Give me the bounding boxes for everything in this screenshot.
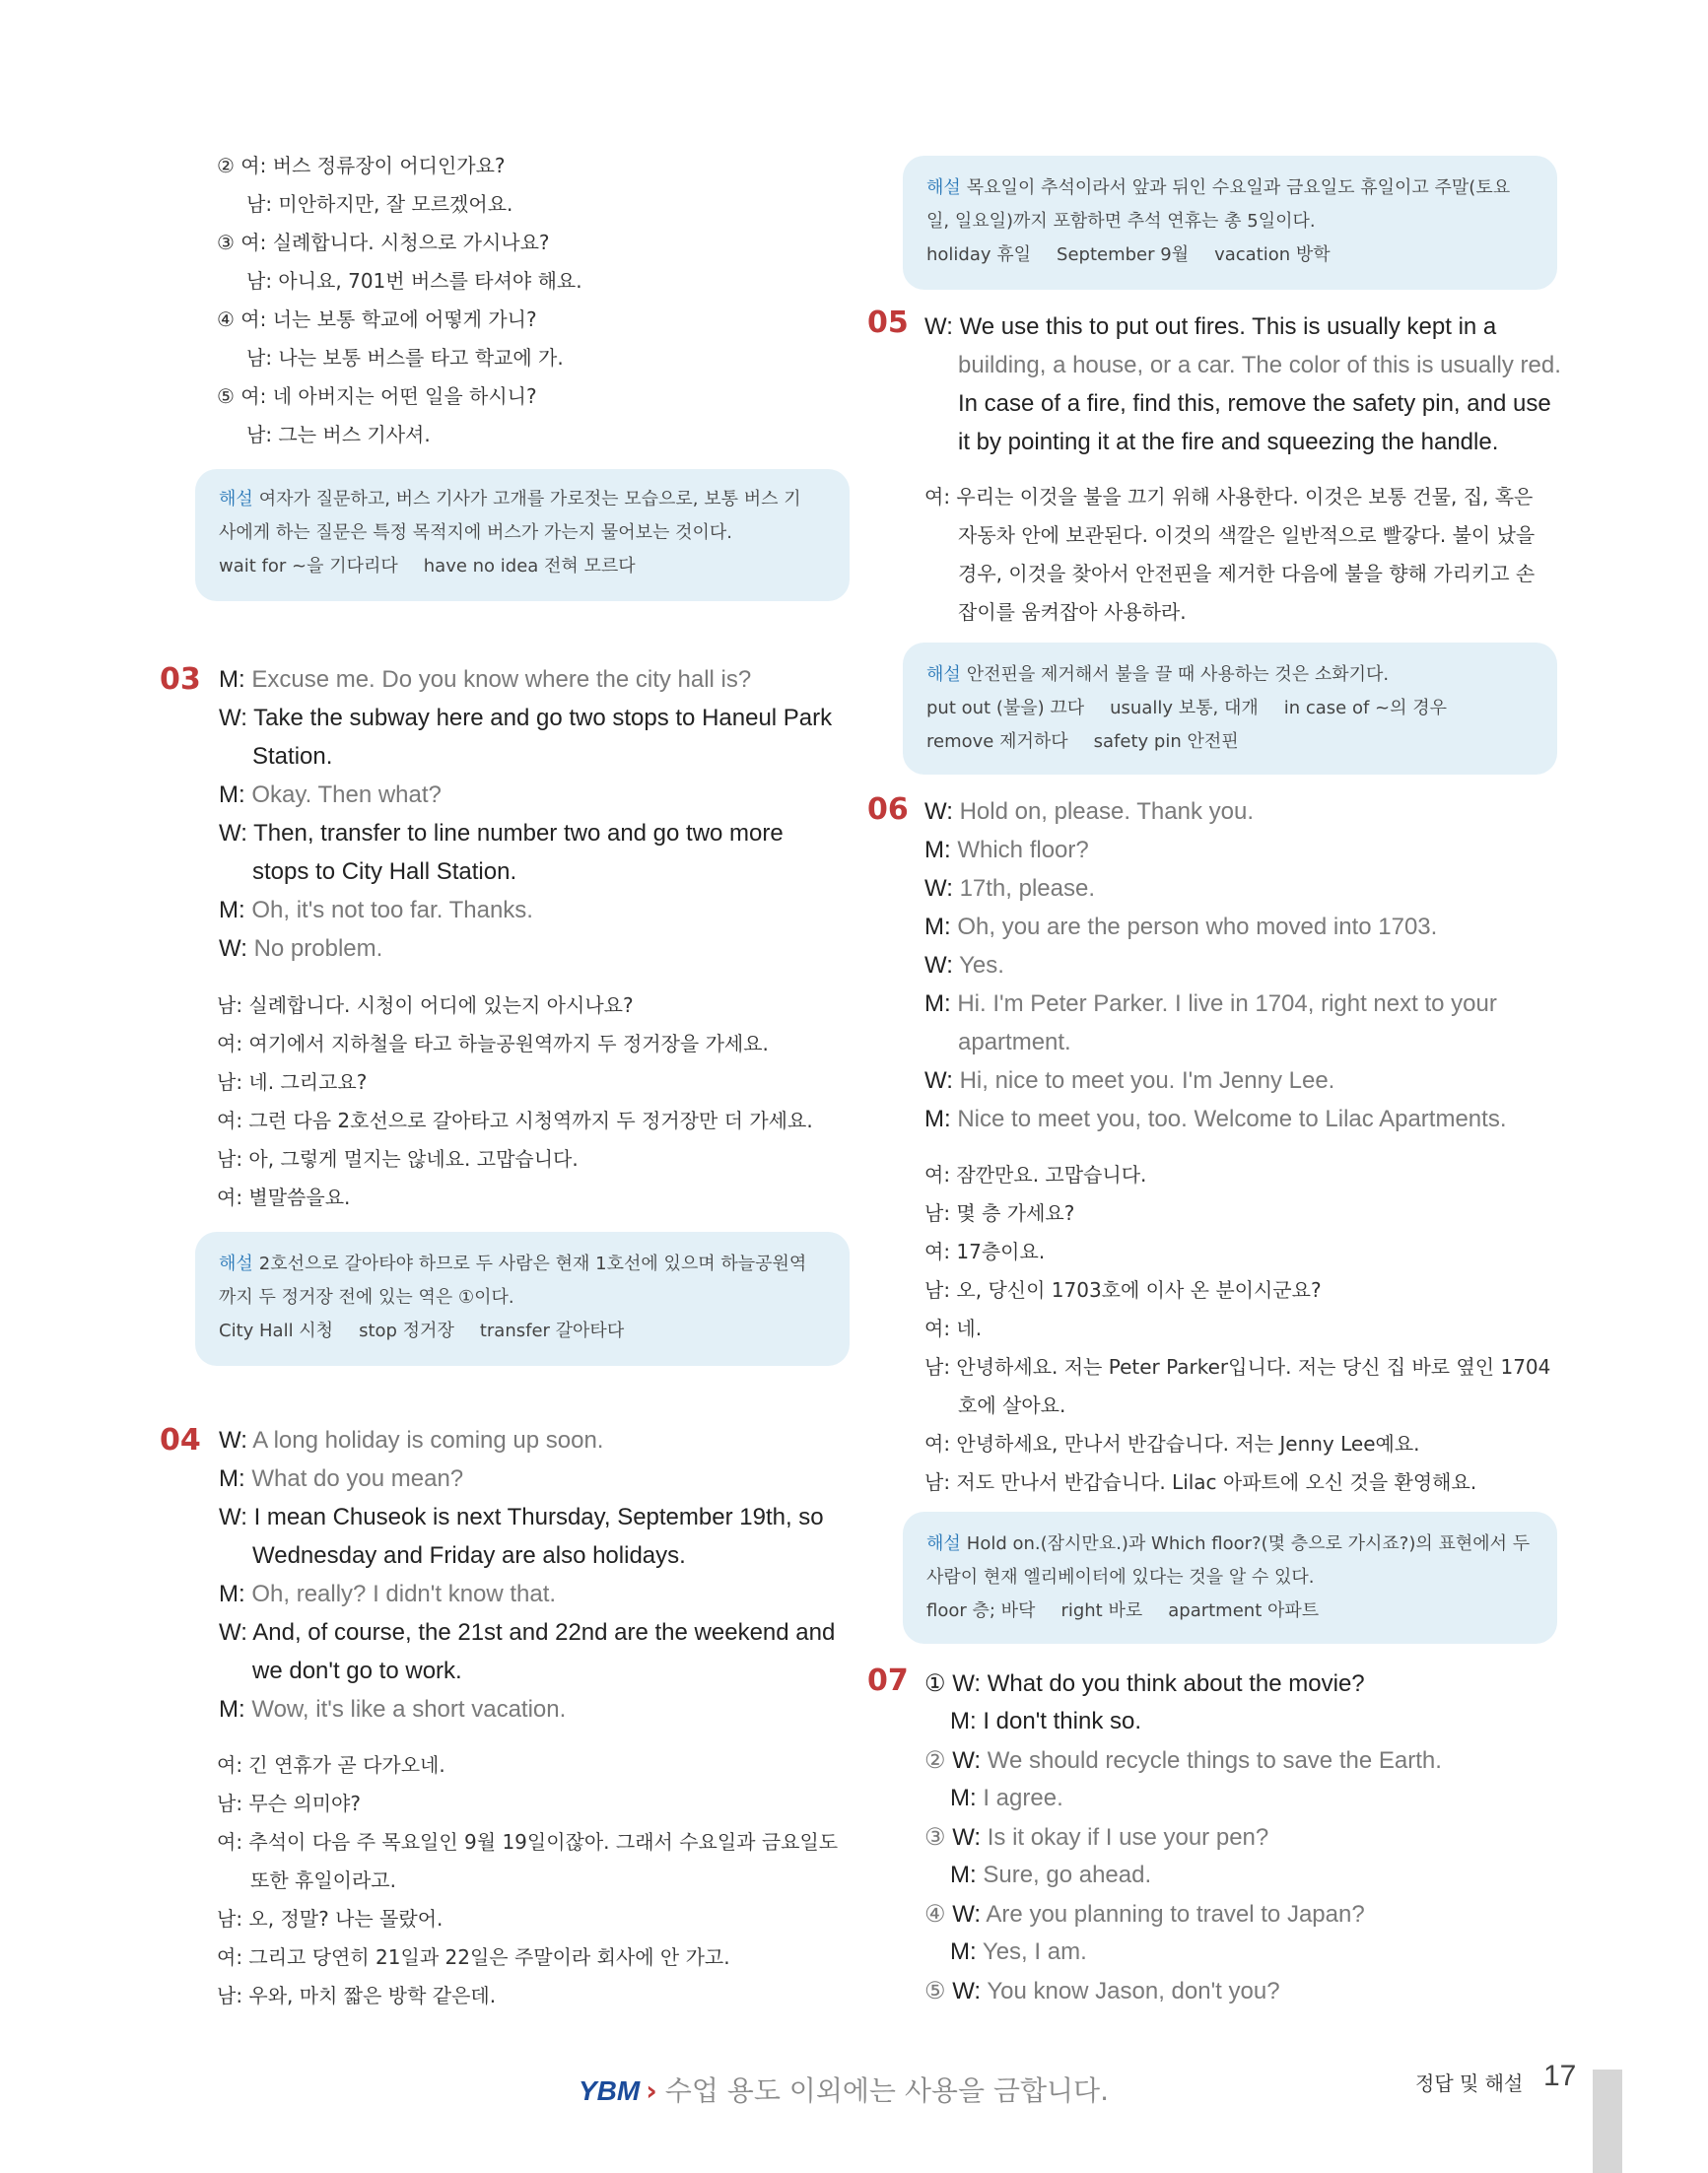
ko-line: ④ 여: 너는 보통 학교에 어떻게 가니? (217, 307, 537, 331)
ko-line: 남: 몇 층 가세요? (924, 1201, 1075, 1225)
dialogue-text: 17th, please. (959, 875, 1095, 902)
dialogue-text: Oh, you are the person who moved into 1703. (957, 914, 1438, 940)
ko-line: 여: 긴 연휴가 곧 다가오네. (217, 1753, 445, 1777)
speaker: M: (219, 781, 245, 808)
dialogue-text: A long holiday is coming up soon. (252, 1427, 604, 1454)
dialogue-text: stops to City Hall Station. (252, 858, 517, 885)
ko-line: 여: 17층이요. (924, 1240, 1046, 1263)
explanation-box (195, 1232, 850, 1366)
ko-line: 남: 오, 당신이 1703호에 이사 온 분이시군요? (924, 1278, 1322, 1302)
speaker: W: (219, 705, 247, 731)
speaker: M: (950, 1938, 977, 1965)
vocab-item: in case of ~의 경우 (1283, 698, 1448, 718)
explanation-box (903, 1512, 1557, 1644)
ybm-logo: YBM (579, 2075, 641, 2106)
ko-line: ③ 여: 실례합니다. 시청으로 가시나요? (217, 231, 550, 254)
speaker: M: (219, 666, 245, 693)
dialogue-text: Which floor? (957, 837, 1089, 863)
explanation-text: 안전핀을 제거해서 불을 끌 때 사용하는 것은 소화기다. (966, 664, 1390, 685)
ko-line: 여: 추석이 다음 주 목요일인 9월 19일이잖아. 그래서 수요일과 금요일도 (217, 1830, 839, 1854)
question-number: 03 (160, 662, 201, 697)
ko-line: 남: 우와, 마치 짧은 방학 같은데. (217, 1984, 497, 2007)
ko-line: 여: 그런 다음 2호선으로 갈아타고 시청역까지 두 정거장만 더 가세요. (217, 1109, 813, 1132)
ko-line: 또한 휴일이라고. (250, 1868, 396, 1892)
dialogue-text: And, of course, the 21st and 22nd are the weekend and (252, 1619, 836, 1646)
vocab-item: floor 층; 바닥 (926, 1600, 1036, 1621)
page-number: 17 (1543, 2060, 1577, 2092)
chevron-right-icon: › (646, 2074, 657, 2107)
vocab-item: remove 제거하다 (926, 731, 1068, 752)
vocab-item: put out (불을) 끄다 (926, 698, 1085, 718)
ko-line: 남: 실례합니다. 시청이 어디에 있는지 아시나요? (217, 993, 634, 1017)
ko-line: 남: 안녕하세요. 저는 Peter Parker입니다. 저는 당신 집 바로 옆인 1704 (924, 1355, 1551, 1379)
vocab-line (926, 240, 1356, 266)
dialogue-text: Nice to meet you, too. Welcome to Lilac Apartments. (957, 1106, 1507, 1132)
vocab-item: September 9월 (1057, 244, 1190, 265)
question-number: 05 (867, 306, 909, 340)
dialogue-text: Excuse me. Do you know where the city hall is? (251, 666, 752, 693)
dialogue-text: Are you planning to travel to Japan? (986, 1901, 1365, 1928)
ko-line: ⑤ 여: 네 아버지는 어떤 일을 하시니? (217, 384, 537, 408)
ko-line: 남: 미안하지만, 잘 모르겠어요. (246, 192, 513, 216)
dialogue-text: Station. (252, 743, 333, 770)
ko-line: ② 여: 버스 정류장이 어디인가요? (217, 154, 506, 177)
explanation-line (219, 1250, 806, 1275)
speaker: M: (924, 1106, 951, 1132)
choice-number: ① (924, 1670, 946, 1697)
explanation-box (195, 469, 850, 601)
vocab-item: City Hall 시청 (219, 1321, 334, 1341)
ko-line: 남: 무슨 의미야? (217, 1792, 361, 1815)
dialogue-text: Yes, I am. (982, 1938, 1087, 1965)
speaker: M: (950, 1785, 977, 1811)
vocab-item: safety pin 안전핀 (1093, 731, 1239, 752)
explanation-line (926, 173, 1510, 199)
ko-line: 잡이를 움켜잡아 사용하라. (958, 600, 1187, 624)
ko-line: 여: 그리고 당연히 21일과 22일은 주말이라 회사에 안 가고. (217, 1945, 730, 1969)
vocab-item: holiday 휴일 (926, 244, 1032, 265)
speaker: W: (924, 798, 953, 825)
explanation-box (903, 156, 1557, 290)
speaker: M: (219, 1696, 245, 1723)
dialogue-text: Hi, nice to meet you. I'm Jenny Lee. (959, 1067, 1335, 1094)
question-number: 04 (160, 1423, 201, 1458)
dialogue-text: We use this to put out fires. This is usually kept in a (959, 313, 1497, 340)
dialogue-text: it by pointing it at the fire and squeezing the handle. (958, 429, 1499, 455)
ko-line: 여: 우리는 이것을 불을 끄기 위해 사용한다. 이것은 보통 건물, 집, 혹은 (924, 485, 1534, 509)
dialogue-text: In case of a fire, find this, remove the safety pin, and use (958, 390, 1551, 417)
explanation-text: 2호선으로 갈아타야 하므로 두 사람은 현재 1호선에 있으며 하늘공원역 (258, 1254, 807, 1274)
ko-line: 남: 아, 그렇게 멀지는 않네요. 고맙습니다. (217, 1147, 579, 1171)
explanation-line: 까지 두 정거장 전에 있는 역은 ①이다. (219, 1287, 514, 1308)
ko-line: 남: 나는 보통 버스를 타고 학교에 가. (246, 346, 564, 370)
vocab-item: wait for ~을 기다리다 (219, 556, 398, 577)
explanation-text: Hold on.(잠시만요.)과 Which floor?(몇 층으로 가시죠?)의 표현에서 두 (966, 1533, 1531, 1554)
ko-line: 남: 네. 그리고요? (217, 1070, 368, 1094)
speaker: M: (950, 1708, 977, 1734)
speaker: M: (950, 1862, 977, 1888)
speaker: W: (924, 875, 953, 902)
vocab-item: apartment 아파트 (1168, 1600, 1320, 1621)
dialogue-text: I mean Chuseok is next Thursday, September 19th, so (253, 1504, 824, 1530)
speaker: M: (924, 837, 951, 863)
dialogue-text: we don't go to work. (252, 1658, 462, 1684)
vocab-item: right 바로 (1060, 1600, 1143, 1621)
vocab-item: have no idea 전혀 모르다 (423, 556, 636, 577)
ko-line: 호에 살아요. (958, 1393, 1066, 1417)
explanation-label: 해설 (219, 1254, 253, 1274)
ko-line: 남: 저도 만나서 반갑습니다. Lilac 아파트에 오신 것을 환영해요. (924, 1470, 1477, 1494)
ko-line: 여: 안녕하세요, 만나서 반갑습니다. 저는 Jenny Lee예요. (924, 1432, 1420, 1456)
dialogue-text: Okay. Then what? (251, 781, 442, 808)
speaker: W: (952, 1747, 982, 1774)
explanation-line (926, 1529, 1530, 1555)
vocab-item: stop 정거장 (359, 1321, 454, 1341)
vocab-line (926, 1596, 1344, 1622)
choice-number: ③ (924, 1824, 946, 1851)
dialogue-text: building, a house, or a car. The color of this is usually red. (958, 352, 1561, 378)
speaker: W: (924, 1067, 953, 1094)
speaker: W: (952, 1978, 982, 2004)
speaker: W: (952, 1824, 982, 1851)
dialogue-text: Wow, it's like a short vacation. (251, 1696, 567, 1723)
ko-line: 남: 오, 정말? 나는 몰랐어. (217, 1907, 444, 1931)
explanation-line: 일, 일요일)까지 포함하면 추석 연휴는 총 5일이다. (926, 211, 1316, 232)
ko-line: 여: 별말씀을요. (217, 1186, 351, 1209)
question-number: 06 (867, 792, 909, 827)
speaker: W: (219, 1504, 247, 1530)
speaker: W: (219, 935, 247, 962)
ko-line: 남: 아니요, 701번 버스를 타셔야 해요. (246, 269, 582, 293)
dialogue-text: Then, transfer to line number two and go two more (253, 820, 784, 847)
explanation-line: 사람이 현재 엘리베이터에 있다는 것을 알 수 있다. (926, 1567, 1315, 1588)
speaker: M: (924, 990, 951, 1017)
explanation-text: 목요일이 추석이라서 앞과 뒤인 수요일과 금요일도 휴일이고 주말(토요 (966, 177, 1511, 198)
dialogue-text: Oh, it's not too far. Thanks. (251, 897, 533, 923)
ko-line: 자동차 안에 보관된다. 이것의 색깔은 일반적으로 빨갛다. 불이 났을 (958, 523, 1536, 547)
ko-line: 남: 그는 버스 기사셔. (246, 423, 431, 446)
explanation-text: 여자가 질문하고, 버스 기사가 고개를 가로젓는 모습으로, 보통 버스 기 (258, 489, 801, 509)
speaker: M: (219, 1465, 245, 1492)
dialogue-text: Is it okay if I use your pen? (987, 1824, 1269, 1851)
explanation-label: 해설 (926, 664, 961, 685)
speaker: W: (219, 1427, 247, 1454)
dialogue-text: We should recycle things to save the Earth. (987, 1747, 1442, 1774)
speaker: M: (219, 1581, 245, 1607)
speaker: W: (924, 313, 953, 340)
dialogue-text: You know Jason, don't you? (987, 1978, 1280, 2004)
ko-line: 여: 네. (924, 1317, 983, 1340)
ko-line: 경우, 이것을 찾아서 안전핀을 제거한 다음에 불을 향해 가리키고 손 (958, 562, 1536, 585)
question-number: 07 (867, 1664, 909, 1698)
vocab-line (926, 727, 1264, 753)
dialogue-text: What do you mean? (251, 1465, 464, 1492)
dialogue-text: I agree. (983, 1785, 1063, 1811)
vocab-line (219, 1317, 649, 1342)
dialogue-text: Yes. (959, 952, 1004, 979)
choice-number: ② (924, 1747, 946, 1774)
vocab-item: usually 보통, 대개 (1110, 698, 1259, 718)
speaker: W: (924, 952, 953, 979)
speaker: M: (219, 897, 245, 923)
dialogue-text: Wednesday and Friday are also holidays. (252, 1542, 686, 1569)
speaker: W: (952, 1901, 982, 1928)
explanation-line (926, 660, 1389, 686)
dialogue-text: Take the subway here and go two stops to Haneul Park (253, 705, 833, 731)
dialogue-text: Hi. I'm Peter Parker. I live in 1704, right next to your (957, 990, 1497, 1017)
dialogue-text: Oh, really? I didn't know that. (251, 1581, 557, 1607)
ko-line: 여: 여기에서 지하철을 타고 하늘공원역까지 두 정거장을 가세요. (217, 1032, 769, 1055)
dialogue-text: No problem. (253, 935, 383, 962)
vocab-item: vacation 방학 (1214, 244, 1331, 265)
speaker: M: (924, 914, 951, 940)
explanation-label: 해설 (926, 1533, 961, 1554)
dialogue-text: I don't think so. (983, 1708, 1142, 1734)
explanation-label: 해설 (926, 177, 961, 198)
speaker: W: (219, 820, 247, 847)
explanation-box (903, 643, 1557, 775)
dialogue-text: What do you think about the movie? (987, 1670, 1365, 1697)
choice-number: ④ (924, 1901, 946, 1928)
page-edge-tab (1593, 2070, 1622, 2173)
dialogue-text: apartment. (958, 1029, 1071, 1055)
section-label: 정답 및 해설 (1415, 2071, 1524, 2095)
notice-text: 수업 용도 이외에는 사용을 금합니다. (664, 2074, 1110, 2107)
explanation-label: 해설 (219, 489, 253, 509)
dialogue-text: Sure, go ahead. (983, 1862, 1152, 1888)
ko-line: 여: 잠깐만요. 고맙습니다. (924, 1163, 1147, 1187)
vocab-item: transfer 갈아타다 (479, 1321, 625, 1341)
explanation-line (219, 485, 801, 510)
speaker: W: (219, 1619, 247, 1646)
explanation-line: 사에게 하는 질문은 특정 목적지에 버스가 가는지 물어보는 것이다. (219, 522, 732, 543)
vocab-line (926, 694, 1472, 719)
footer-notice (579, 2070, 1109, 2109)
speaker: W: (952, 1670, 982, 1697)
choice-number: ⑤ (924, 1978, 946, 2004)
dialogue-text: Hold on, please. Thank you. (959, 798, 1254, 825)
vocab-line (219, 552, 661, 577)
